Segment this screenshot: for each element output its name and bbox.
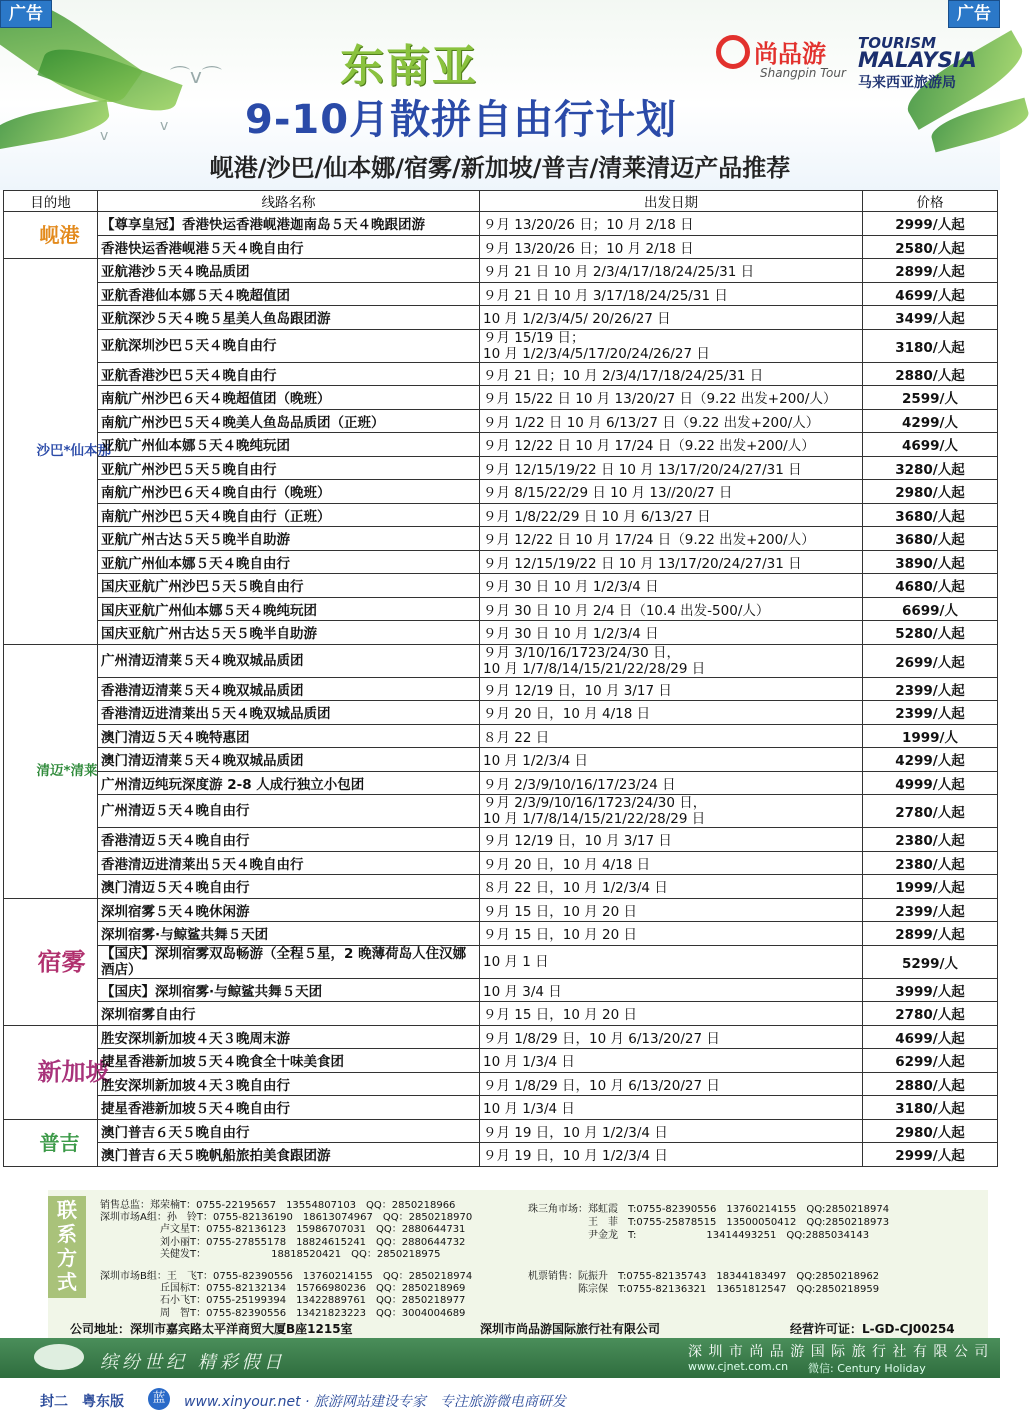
price-cell: 3499/人起 bbox=[863, 306, 998, 330]
route-name-cell: 深圳宿雾·与鲸鲨共舞５天团 bbox=[98, 922, 480, 946]
route-name-cell: 南航广州沙巴５天４晚美人鱼岛品质团（正班） bbox=[98, 409, 480, 433]
price-cell: 2699/人起 bbox=[863, 644, 998, 677]
departure-date-cell bbox=[480, 597, 863, 621]
departure-date-cell bbox=[480, 724, 863, 748]
destination-cell bbox=[4, 644, 98, 898]
price-cell: 2980/人起 bbox=[863, 480, 998, 504]
departure-date-line: ８月 22 日 bbox=[483, 729, 550, 746]
footer-page-label: 封二 粤东版 bbox=[40, 1394, 124, 1410]
company-name: 深圳市尚品游国际旅行社有限公司 bbox=[480, 1322, 661, 1336]
header-banner bbox=[0, 0, 1000, 190]
table-row bbox=[4, 945, 998, 978]
banner-wechat: 微信: Century Holiday bbox=[808, 1362, 926, 1375]
destination-label: 新加坡 bbox=[37, 1058, 110, 1086]
route-name-cell: 香港清迈５天４晚自由行 bbox=[98, 828, 480, 852]
price-cell: 3680/人起 bbox=[863, 503, 998, 527]
departure-date-cell bbox=[480, 212, 863, 236]
route-name-cell: 深圳宿雾自由行 bbox=[98, 1002, 480, 1026]
departure-date-line: ９月 21 日；10 月 2/3/4/17/18/24/25/31 日 bbox=[483, 367, 764, 384]
table-row bbox=[4, 922, 998, 946]
departure-date-cell bbox=[480, 1002, 863, 1026]
route-name-cell: 广州清迈纯玩深度游 2-8 人成行独立小包团 bbox=[98, 771, 480, 795]
route-name-cell: 【国庆】深圳宿雾·与鲸鲨共舞５天团 bbox=[98, 978, 480, 1002]
contact-line: 卢文星T：0755-82136123 15986707031 QQ：2880644731 bbox=[100, 1224, 466, 1236]
table-row bbox=[4, 1096, 998, 1120]
price-cell: 2899/人起 bbox=[863, 259, 998, 283]
price-cell: 3999/人起 bbox=[863, 978, 998, 1002]
departure-date-line: ９月 13/20/26 日；10 月 2/18 日 bbox=[483, 217, 694, 234]
price-cell: 4299/人 bbox=[863, 409, 998, 433]
departure-date-cell bbox=[480, 433, 863, 457]
route-name-cell: 广州清迈清莱５天４晚双城品质团 bbox=[98, 644, 480, 677]
departure-date-line: ９月 20 日，10 月 4/18 日 bbox=[483, 856, 651, 873]
contact-line: 周 智T：0755-82390556 13421823223 QQ：3004004689 bbox=[100, 1307, 466, 1319]
contact-line: 尹金龙 T: 13414493251 QQ:2885034143 bbox=[528, 1230, 870, 1241]
banner-slogan: 缤纷世纪 精彩假日 bbox=[100, 1352, 286, 1373]
contact-line: 王 菲 T:0755-25878515 13500050412 QQ:2850218973 bbox=[528, 1217, 890, 1228]
price-cell: 4299/人起 bbox=[863, 748, 998, 772]
route-name-cell: 【尊享皇冠】香港快运香港岘港迦南岛５天４晚跟团游 bbox=[98, 212, 480, 236]
departure-date-line: ９月 15/22 日 10 月 13/20/27 日（9.22 出发+200/人） bbox=[483, 391, 837, 408]
price-cell: 2999/人起 bbox=[863, 212, 998, 236]
shangpin-logo-en: Shangpin Tour bbox=[760, 66, 846, 80]
destination-label: 岘港 bbox=[39, 223, 80, 247]
departure-date-line: ９月 13/20/26 日；10 月 2/18 日 bbox=[483, 240, 694, 257]
malaysia-tourism-board: 马来西亚旅游局 bbox=[858, 75, 956, 91]
departure-date-cell bbox=[480, 978, 863, 1002]
footer-badge: 蓝 bbox=[148, 1388, 170, 1410]
seagull-icon: ⌒v⌒ bbox=[170, 64, 222, 88]
table-row bbox=[4, 329, 998, 362]
table-row bbox=[4, 1025, 998, 1049]
price-cell: 2399/人起 bbox=[863, 701, 998, 725]
price-cell: 2999/人起 bbox=[863, 1143, 998, 1167]
departure-date-line: ９月 12/15/19/22 日 10 月 13/17/20/24/27/31 日 bbox=[483, 555, 802, 572]
route-name-cell: 澳门清迈５天４晚自由行 bbox=[98, 875, 480, 899]
price-cell: 2380/人起 bbox=[863, 851, 998, 875]
contact-line: 刘小丽T：0755-27855178 18824615241 QQ：2880644732 bbox=[100, 1236, 466, 1248]
destination-label: 宿雾 bbox=[37, 947, 86, 976]
table-row bbox=[4, 795, 998, 828]
departure-date-line: ９月 20 日，10 月 4/18 日 bbox=[483, 706, 651, 723]
route-name-cell: 澳门普吉６天５晚自由行 bbox=[98, 1119, 480, 1143]
footer-site-link[interactable]: www.xinyour.net · 旅游网站建设专家 专注旅游微电商研发 bbox=[184, 1394, 566, 1410]
contact-label-text: 联系方式 bbox=[57, 1198, 77, 1294]
ad-label-right: 广告 bbox=[948, 0, 1000, 28]
departure-date-line: ９月 3/10/16/1723/24/30 日， bbox=[483, 644, 680, 661]
departure-date-cell bbox=[480, 644, 863, 677]
departure-date-line: ９月 8/15/22/29 日 10 月 13//20/27 日 bbox=[483, 485, 733, 502]
price-cell: 1999/人 bbox=[863, 724, 998, 748]
departure-date-line: ９月 30 日 10 月 2/4 日（10.4 出发-500/人） bbox=[483, 602, 770, 619]
departure-date-cell bbox=[480, 574, 863, 598]
departure-date-line: 10 月 1/2/3/4 日 bbox=[483, 753, 589, 770]
business-license: 经营许可证：L-GD-CJ00254 bbox=[790, 1322, 955, 1336]
departure-date-line: ８月 22 日，10 月 1/2/3/4 日 bbox=[483, 880, 668, 897]
route-name-cell: 亚航广州古达５天５晚半自助游 bbox=[98, 527, 480, 551]
destination-label: 普吉 bbox=[39, 1130, 80, 1155]
table-row bbox=[4, 771, 998, 795]
route-name-cell: 南航广州沙巴５天４晚自由行（正班） bbox=[98, 503, 480, 527]
destination-cell bbox=[4, 1025, 110, 1119]
table-row bbox=[4, 212, 998, 236]
departure-date-cell bbox=[480, 1119, 863, 1143]
contact-line: 机票销售：阮振升 T:0755-82135743 18344183497 QQ:2850218962 bbox=[528, 1271, 880, 1282]
table-row bbox=[4, 875, 998, 899]
departure-date-cell bbox=[480, 362, 863, 386]
price-cell: 3280/人起 bbox=[863, 456, 998, 480]
shangpin-logo-icon bbox=[716, 35, 750, 69]
page-footer bbox=[0, 1383, 1000, 1414]
table-row bbox=[4, 1049, 998, 1073]
sub-title: 9-10月散拼自由行计划 bbox=[245, 97, 678, 143]
departure-date-cell bbox=[480, 828, 863, 852]
price-cell: 2880/人起 bbox=[863, 1072, 998, 1096]
departure-date-cell bbox=[480, 851, 863, 875]
departure-date-line: ９月 21 日 10 月 2/3/4/17/18/24/25/31 日 bbox=[483, 264, 755, 281]
tourism-malaysia-logo bbox=[858, 34, 977, 92]
route-name-cell: 澳门普吉６天５晚帆船旅拍美食跟团游 bbox=[98, 1143, 480, 1167]
header-departure-date: 出发日期 bbox=[480, 191, 863, 212]
price-cell: 2580/人起 bbox=[863, 235, 998, 259]
route-name-cell: 亚航广州仙本娜５天４晚自由行 bbox=[98, 550, 480, 574]
departure-date-cell bbox=[480, 282, 863, 306]
departure-date-cell bbox=[480, 386, 863, 410]
header-destination: 目的地 bbox=[4, 191, 98, 212]
route-name-cell: 香港快运香港岘港５天４晚自由行 bbox=[98, 235, 480, 259]
table-row bbox=[4, 527, 998, 551]
departure-date-line: ９月 1/8/22/29 日 10 月 6/13/27 日 bbox=[483, 508, 711, 525]
departure-date-cell bbox=[480, 771, 863, 795]
header-route-name: 线路名称 bbox=[98, 191, 480, 212]
departure-date-cell bbox=[480, 550, 863, 574]
price-cell: 2880/人起 bbox=[863, 362, 998, 386]
table-row bbox=[4, 597, 998, 621]
route-name-cell: 香港清迈进清莱出５天４晚自由行 bbox=[98, 851, 480, 875]
shangpin-logo-name: 尚品游 bbox=[754, 40, 826, 68]
shangpin-logo bbox=[716, 34, 846, 80]
banner-url[interactable]: www.cjnet.com.cn bbox=[688, 1360, 789, 1373]
tour-table bbox=[3, 190, 998, 1167]
company-logo-icon bbox=[34, 1344, 84, 1370]
route-name-cell: 捷星香港新加坡５天４晚食全十味美食团 bbox=[98, 1049, 480, 1073]
departure-date-line: ９月 21 日 10 月 3/17/18/24/25/31 日 bbox=[483, 287, 728, 304]
departure-date-line: ９月 1/8/29 日，10 月 6/13/20/27 日 bbox=[483, 1077, 720, 1094]
table-row bbox=[4, 306, 998, 330]
table-row bbox=[4, 362, 998, 386]
departure-date-line: ９月 15/19 日； bbox=[483, 329, 585, 346]
malaysia-text: MALAYSIA bbox=[858, 48, 977, 72]
table-row bbox=[4, 828, 998, 852]
contact-line: 石小飞T：0755-25199394 13422889761 QQ：2850218977 bbox=[100, 1295, 466, 1307]
table-row bbox=[4, 898, 998, 922]
price-cell: 2599/人 bbox=[863, 386, 998, 410]
table-row bbox=[4, 677, 998, 701]
route-name-cell: 亚航深圳沙巴５天４晚自由行 bbox=[98, 329, 480, 362]
departure-date-line: 10 月 1 日 bbox=[483, 953, 549, 970]
departure-date-cell bbox=[480, 898, 863, 922]
table-row bbox=[4, 456, 998, 480]
table-row bbox=[4, 433, 998, 457]
table-header-row bbox=[4, 191, 998, 212]
departure-date-cell bbox=[480, 875, 863, 899]
price-cell: 1999/人起 bbox=[863, 875, 998, 899]
route-name-cell: 亚航广州仙本娜５天４晚纯玩团 bbox=[98, 433, 480, 457]
table-row bbox=[4, 235, 998, 259]
price-cell: 2980/人起 bbox=[863, 1119, 998, 1143]
route-name-cell: 胜安深圳新加坡４天３晚周末游 bbox=[98, 1025, 480, 1049]
contact-line: 丘国标T：0755-82132134 15766980236 QQ：2850218969 bbox=[100, 1283, 466, 1295]
contact-line: 珠三角市场：郑虹霞 T:0755-82390556 13760214155 QQ:2850218974 bbox=[528, 1204, 890, 1215]
departure-date-line: ９月 1/8/29 日，10 月 6/13/20/27 日 bbox=[483, 1030, 720, 1047]
departure-date-line: 10 月 3/4 日 bbox=[483, 983, 562, 1000]
price-cell: 6699/人 bbox=[863, 597, 998, 621]
departure-date-line: ９月 12/22 日 10 月 17/24 日（9.22 出发+200/人） bbox=[483, 438, 815, 455]
departure-date-line: ９月 12/22 日 10 月 17/24 日（9.22 出发+200/人） bbox=[483, 532, 815, 549]
price-cell: 4699/人起 bbox=[863, 282, 998, 306]
departure-date-cell bbox=[480, 795, 863, 828]
departure-date-cell bbox=[480, 922, 863, 946]
contact-line: 深圳市场A组：孙 铃T：0755-82136190 18613074967 QQ：2850218970 bbox=[100, 1212, 473, 1224]
price-cell: 2780/人起 bbox=[863, 1002, 998, 1026]
route-name-cell: 亚航香港沙巴５天４晚自由行 bbox=[98, 362, 480, 386]
route-name-cell: 捷星香港新加坡５天４晚自由行 bbox=[98, 1096, 480, 1120]
table-row bbox=[4, 1002, 998, 1026]
price-cell: 2899/人起 bbox=[863, 922, 998, 946]
price-cell: 4699/人起 bbox=[863, 1025, 998, 1049]
departure-date-cell bbox=[480, 480, 863, 504]
departure-date-line: ９月 2/3/9/10/16/1723/24/30 日， bbox=[483, 795, 707, 811]
table-row bbox=[4, 386, 998, 410]
departure-date-cell bbox=[480, 306, 863, 330]
company-address: 公司地址：深圳市嘉宾路太平洋商贸大厦B座1215室 bbox=[70, 1322, 353, 1336]
route-name-cell: 南航广州沙巴６天４晚超值团（晚班） bbox=[98, 386, 480, 410]
departure-date-cell bbox=[480, 409, 863, 433]
destination-cell bbox=[4, 1119, 98, 1166]
departure-date-line: ９月 15 日，10 月 20 日 bbox=[483, 903, 637, 920]
contact-line: 陈宗保 T:0755-82136321 13651812547 QQ:2850218959 bbox=[528, 1284, 880, 1295]
price-cell: 5280/人起 bbox=[863, 621, 998, 645]
table-row bbox=[4, 282, 998, 306]
contact-label bbox=[48, 1196, 86, 1298]
departure-date-cell bbox=[480, 456, 863, 480]
departure-date-line: 10 月 1/2/3/4/5/ 20/26/27 日 bbox=[483, 311, 671, 328]
price-cell: 4999/人起 bbox=[863, 771, 998, 795]
departure-date-line: ９月 2/3/9/10/16/17/23/24 日 bbox=[483, 776, 676, 793]
departure-date-cell bbox=[480, 1025, 863, 1049]
destination-cell bbox=[4, 898, 98, 1025]
table-row bbox=[4, 550, 998, 574]
table-row bbox=[4, 748, 998, 772]
price-cell: 2399/人起 bbox=[863, 898, 998, 922]
price-cell: 4699/人 bbox=[863, 433, 998, 457]
table-row bbox=[4, 1143, 998, 1167]
table-row bbox=[4, 1119, 998, 1143]
departure-date-line: ９月 30 日 10 月 1/2/3/4 日 bbox=[483, 579, 659, 596]
route-name-cell: 澳门清迈５天４晚特惠团 bbox=[98, 724, 480, 748]
contact-line: 深圳市场B组：王 飞T：0755-82390556 13760214155 QQ：2850218974 bbox=[100, 1271, 473, 1282]
route-name-cell: 广州清迈５天４晚自由行 bbox=[98, 795, 480, 828]
route-name-cell: 南航广州沙巴６天４晚自由行（晚班） bbox=[98, 480, 480, 504]
departure-date-line: ９月 30 日 10 月 1/2/3/4 日 bbox=[483, 626, 659, 643]
table-row bbox=[4, 978, 998, 1002]
destination-cell bbox=[4, 259, 112, 645]
departure-date-cell bbox=[480, 748, 863, 772]
route-name-cell: 胜安深圳新加坡４天３晚自由行 bbox=[98, 1072, 480, 1096]
route-name-cell: 国庆亚航广州仙本娜５天４晚纯玩团 bbox=[98, 597, 480, 621]
departure-date-line: ９月 19 日，10 月 1/2/3/4 日 bbox=[483, 1148, 668, 1165]
route-name-cell: 香港清迈进清莱出５天４晚双城品质团 bbox=[98, 701, 480, 725]
departure-date-line: ９月 12/19 日，10 月 3/17 日 bbox=[483, 833, 672, 850]
departure-date-line: ９月 15 日，10 月 20 日 bbox=[483, 1007, 637, 1024]
main-title: 东南亚 bbox=[340, 41, 478, 92]
seagull-icon: v bbox=[160, 118, 169, 134]
price-cell: 2399/人起 bbox=[863, 677, 998, 701]
route-name-cell: 亚航港沙５天４晚品质团 bbox=[98, 259, 480, 283]
route-name-cell: 亚航广州沙巴５天５晚自由行 bbox=[98, 456, 480, 480]
destination-label: 清迈*清莱 bbox=[36, 763, 98, 779]
departure-date-cell bbox=[480, 621, 863, 645]
departure-date-cell bbox=[480, 677, 863, 701]
route-name-cell: 【国庆】深圳宿雾双岛畅游（全程５星，2 晚薄荷岛人住汉娜酒店） bbox=[98, 945, 480, 978]
departure-date-line: 10 月 1/3/4 日 bbox=[483, 1101, 575, 1118]
departure-date-line: 10 月 1/2/3/4/5/17/20/24/26/27 日 bbox=[483, 345, 710, 362]
departure-date-cell bbox=[480, 1143, 863, 1167]
departure-date-line: ９月 12/19 日，10 月 3/17 日 bbox=[483, 682, 672, 699]
header-price: 价格 bbox=[863, 191, 998, 212]
price-cell: 6299/人起 bbox=[863, 1049, 998, 1073]
tourism-text: TOURISM bbox=[858, 34, 937, 52]
departure-date-cell bbox=[480, 1049, 863, 1073]
route-name-cell: 国庆亚航广州古达５天５晚半自助游 bbox=[98, 621, 480, 645]
table-row bbox=[4, 701, 998, 725]
seagull-icon: v bbox=[100, 128, 109, 144]
table-row bbox=[4, 409, 998, 433]
departure-date-cell bbox=[480, 1096, 863, 1120]
departure-date-cell bbox=[480, 527, 863, 551]
price-cell: 3180/人起 bbox=[863, 1096, 998, 1120]
departure-date-cell bbox=[480, 259, 863, 283]
route-name-cell: 亚航香港仙本娜５天４晚超值团 bbox=[98, 282, 480, 306]
route-name-cell: 香港清迈清莱５天４晚双城品质团 bbox=[98, 677, 480, 701]
price-cell: 2780/人起 bbox=[863, 795, 998, 828]
table-row bbox=[4, 1072, 998, 1096]
route-name-cell: 深圳宿雾５天４晚休闲游 bbox=[98, 898, 480, 922]
departure-date-line: 10 月 1/3/4 日 bbox=[483, 1054, 575, 1071]
route-name-cell: 国庆亚航广州沙巴５天５晚自由行 bbox=[98, 574, 480, 598]
contact-line: 关健发T： 18818520421 QQ：2850218975 bbox=[100, 1248, 441, 1260]
table-row bbox=[4, 644, 998, 677]
table-row bbox=[4, 503, 998, 527]
route-name-cell: 澳门清迈清莱５天４晚双城品质团 bbox=[98, 748, 480, 772]
table-row bbox=[4, 724, 998, 748]
price-cell: 3890/人起 bbox=[863, 550, 998, 574]
departure-date-line: ９月 12/15/19/22 日 10 月 13/17/20/24/27/31 日 bbox=[483, 461, 802, 478]
departure-date-cell bbox=[480, 945, 863, 978]
departure-date-line: ９月 19 日，10 月 1/2/3/4 日 bbox=[483, 1124, 668, 1141]
palm-leaf-decoration bbox=[0, 100, 112, 150]
ad-label-left: 广告 bbox=[0, 0, 52, 28]
destination-cell bbox=[4, 212, 98, 259]
price-cell: 4680/人起 bbox=[863, 574, 998, 598]
departure-date-line: 10 月 1/7/8/14/15/21/22/28/29 日 bbox=[483, 660, 706, 677]
contact-line: 销售总监：郑荣楠T：0755-22195657 13554807103 QQ：2850218966 bbox=[100, 1200, 456, 1211]
price-cell: 3680/人起 bbox=[863, 527, 998, 551]
price-cell: 5299/人 bbox=[863, 945, 998, 978]
table-row bbox=[4, 480, 998, 504]
departure-date-cell bbox=[480, 235, 863, 259]
departure-date-cell bbox=[480, 329, 863, 362]
route-name-cell: 亚航深沙５天４晚５星美人鱼岛跟团游 bbox=[98, 306, 480, 330]
banner-company: 深 圳 市 尚 品 游 国 际 旅 行 社 有 限 公 司 bbox=[688, 1344, 990, 1360]
price-cell: 2380/人起 bbox=[863, 828, 998, 852]
departure-date-line: 10 月 1/7/8/14/15/21/22/28/29 日 bbox=[483, 811, 706, 827]
table-row bbox=[4, 851, 998, 875]
price-cell: 3180/人起 bbox=[863, 329, 998, 362]
departure-date-cell bbox=[480, 701, 863, 725]
departure-date-cell bbox=[480, 503, 863, 527]
departure-date-cell bbox=[480, 1072, 863, 1096]
table-row bbox=[4, 621, 998, 645]
table-row bbox=[4, 574, 998, 598]
departure-date-line: ９月 15 日，10 月 20 日 bbox=[483, 927, 637, 944]
destination-label: 沙巴*仙本那 bbox=[36, 443, 112, 460]
table-row bbox=[4, 259, 998, 283]
destinations-line: 岘港/沙巴/仙本娜/宿雾/新加坡/普吉/清莱清迈产品推荐 bbox=[209, 154, 791, 182]
departure-date-line: ９月 1/22 日 10 月 6/13/27 日（9.22 出发+200/人） bbox=[483, 414, 820, 431]
